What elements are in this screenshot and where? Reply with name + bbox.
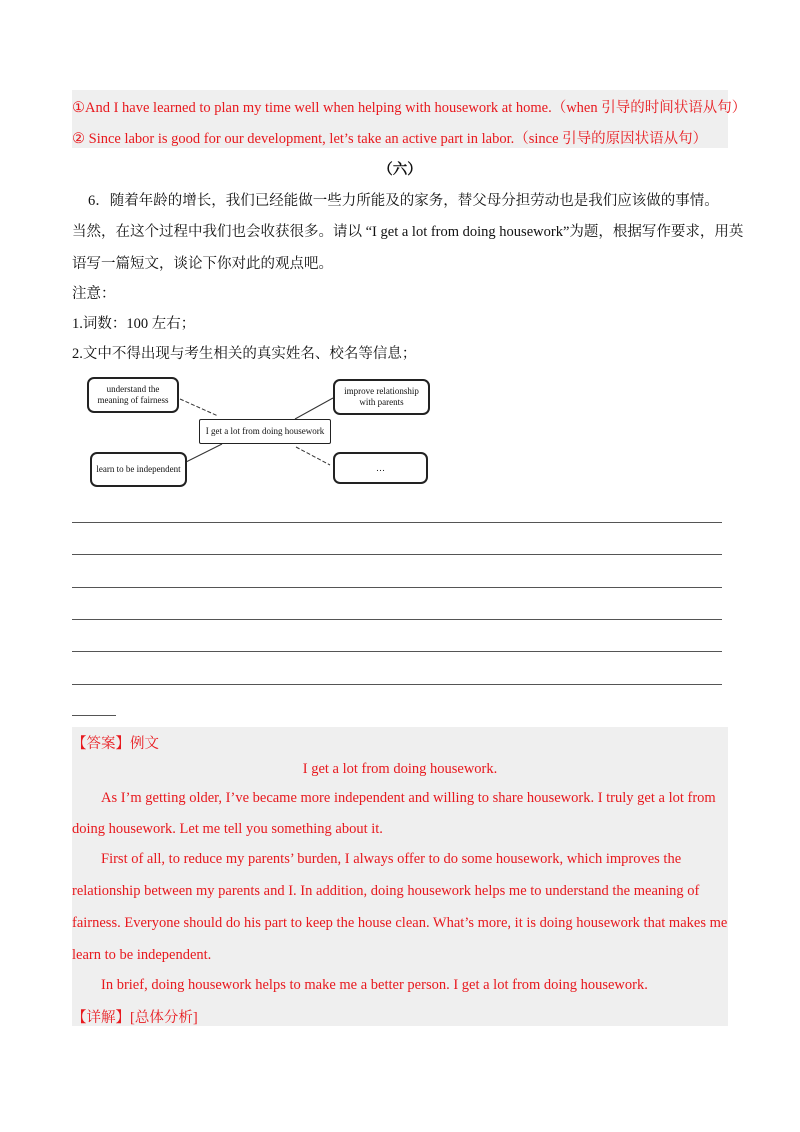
- node-bottom-left-label: learn to be independent: [96, 464, 181, 474]
- writing-line-1[interactable]: [72, 522, 722, 523]
- writing-line-6[interactable]: [72, 684, 722, 685]
- writing-line-4[interactable]: [72, 619, 722, 620]
- answer-para2-line3: fairness. Everyone should do his part to keep the house clean. What’s more, it is doing housework that makes me: [72, 915, 728, 931]
- prompt-line-1: 6．随着年龄的增长，我们已经能做一些力所能及的家务，替父母分担劳动也是我们应该做的事情。: [88, 193, 719, 209]
- answer-para2-line2: relationship between my parents and I. In addition, doing housework helps me to understand the meaning of: [72, 883, 700, 899]
- diagram-node-top-left: [87, 377, 179, 413]
- section-heading: （六）: [378, 162, 422, 178]
- answer-para3: In brief, doing housework helps to make me a better person. I get a lot from doing housework.: [101, 977, 648, 993]
- node-top-right-line1: improve relationship: [344, 386, 419, 396]
- answer-para1-line2: doing housework. Let me tell you something about it.: [72, 821, 383, 837]
- diagram-node-center: [199, 419, 331, 444]
- writing-line-short[interactable]: [72, 715, 116, 716]
- diagram-node-bottom-right: [333, 452, 428, 484]
- answer-title: I get a lot from doing housework.: [302, 761, 498, 777]
- writing-line-5[interactable]: [72, 651, 722, 652]
- prompt-line-2: 当然，在这个过程中我们也会收获很多。请以 “I get a lot from doing housework”为题，根据写作要求，用英: [72, 224, 744, 240]
- answer-label: 【答案】例文: [72, 736, 159, 752]
- node-top-right-line2: with parents: [359, 397, 404, 407]
- node-bottom-right-label: …: [376, 462, 385, 473]
- note-title: 注意：: [72, 286, 116, 302]
- node-center-label: I get a lot from doing housework: [205, 426, 325, 436]
- answer-para2-line1: First of all, to reduce my parents’ burden, I always offer to do some housework, which improves the: [101, 851, 682, 867]
- example-sentence-2: ② Since labor is good for our development, let’s take an active part in labor.（since 引导的原因状语从句）: [72, 131, 708, 147]
- answer-para1-line1: As I’m getting older, I’ve became more independent and willing to share housework. I truly get a lot from: [101, 790, 716, 806]
- note-1: 1.词数：100 左右；: [72, 316, 196, 332]
- diagram-node-bottom-left: [90, 452, 187, 487]
- writing-line-2[interactable]: [72, 554, 722, 555]
- note-2: 2.文中不得出现与考生相关的真实姓名、校名等信息；: [72, 346, 417, 362]
- diagram-node-top-right: [333, 379, 430, 415]
- detail-label: 【详解】[总体分析]: [72, 1010, 198, 1026]
- node-top-left-line2: meaning of fairness: [97, 395, 169, 405]
- writing-line-3[interactable]: [72, 587, 722, 588]
- answer-para2-line4: learn to be independent.: [72, 947, 212, 963]
- prompt-line-3: 语写一篇短文，谈论下你对此的观点吧。: [72, 256, 333, 272]
- node-top-left-line1: understand the: [106, 384, 160, 394]
- example-sentence-1: ①And I have learned to plan my time well when helping with housework at home.（when 引导的时间状语从句）: [72, 100, 747, 116]
